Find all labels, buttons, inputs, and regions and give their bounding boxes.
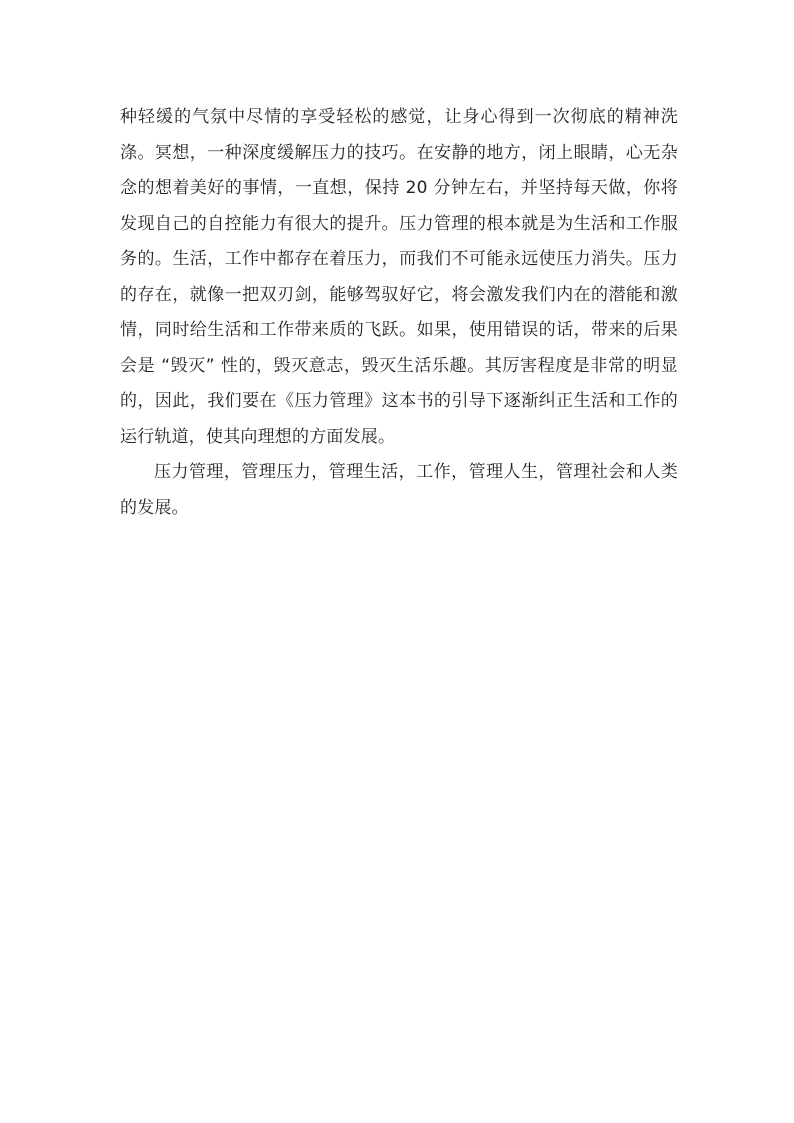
paragraph-stress-management-summary: 压力管理，管理压力，管理生活，工作，管理人生，管理社会和人类的发展。 xyxy=(120,462,678,518)
document-body xyxy=(120,100,678,526)
paragraph-stress-management-body: 种轻缓的气氛中尽情的享受轻松的感觉，让身心得到一次彻底的精神洗涤。冥想，一种深度缓解压力的技巧。在安静的地方，闭上眼睛，心无杂念的想着美好的事情，一直想，保持 20 分钟左右，并坚持每天做，你将发现自己的自控能力有很大的提升。压力管理的根本就是为生活和工作服务的。生活，工作中都存在着压力，而我们不可能永远使压力消失。压力的存在，就像一把双刃剑，能够驾驭好它，将会激发我们内在的潜能和激情，同时给生活和工作带来质的飞跃。如果，使用错误的话，带来的后果会是 “毁灭” 性的，毁灭意志，毁灭生活乐趣。其厉害程度是非常的明显的，因此，我们要在《压力管理》这本书的引导下逐渐纠正生活和工作的运行轨道，使其向理想的方面发展。 xyxy=(120,107,678,447)
